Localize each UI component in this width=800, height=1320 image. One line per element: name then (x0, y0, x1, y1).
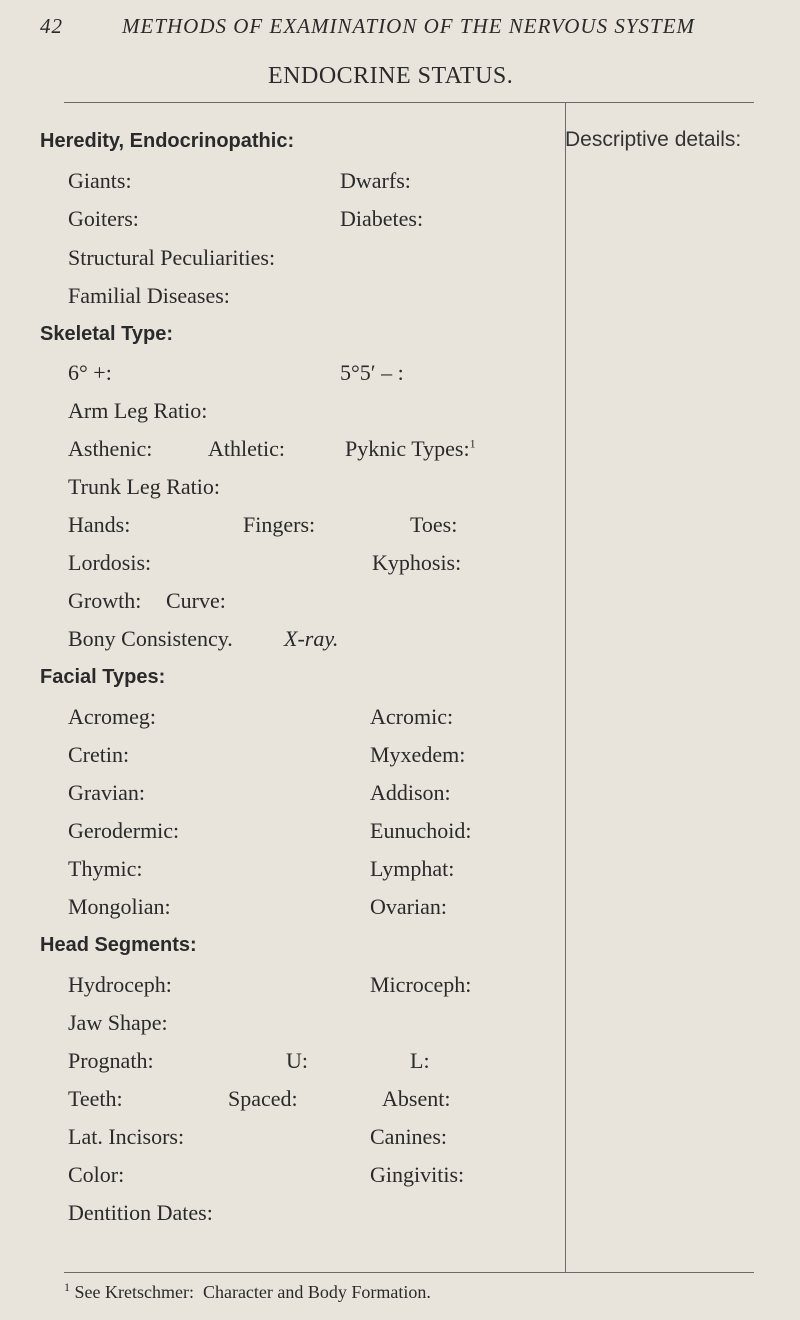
field-acromic: Acromic: (370, 704, 454, 729)
field-absent: Absent: (382, 1086, 451, 1111)
field-fingers: Fingers: (243, 512, 316, 537)
field-trunk-leg: Trunk Leg Ratio: (68, 474, 220, 499)
field-thymic: Thymic: (68, 856, 143, 881)
field-arm-leg: Arm Leg Ratio: (68, 398, 208, 423)
field-gerodermic: Gerodermic: (68, 818, 180, 843)
pyknic-label: Pyknic Types: (345, 436, 470, 461)
field-microceph: Microceph: (370, 972, 472, 997)
field-hydroceph: Hydroceph: (68, 972, 172, 997)
field-diabetes: Diabetes: (340, 206, 424, 231)
field-kyphosis: Kyphosis: (372, 550, 462, 575)
field-color: Color: (68, 1162, 125, 1187)
field-jaw: Jaw Shape: (68, 1010, 168, 1035)
field-toes: Toes: (410, 512, 458, 537)
field-five-minus: 5°5′ – : (340, 360, 404, 385)
field-curve: Curve: (166, 588, 226, 613)
field-growth: Growth: (68, 588, 142, 613)
field-mongolian: Mongolian: (68, 894, 171, 919)
field-bony: Bony Consistency. (68, 626, 233, 651)
field-teeth: Teeth: (68, 1086, 123, 1111)
field-spaced: Spaced: (228, 1086, 298, 1111)
field-l: L: (410, 1048, 430, 1073)
field-u: U: (286, 1048, 308, 1073)
field-xray: X-ray. (284, 626, 339, 651)
field-structural: Structural Peculiarities: (68, 245, 276, 270)
section-head: Head Segments: (40, 934, 197, 956)
section-heredity: Heredity, Endocrinopathic: (40, 130, 295, 152)
field-dwarfs: Dwarfs: (340, 168, 411, 193)
field-dentition: Dentition Dates: (68, 1200, 213, 1225)
field-lat-incisors: Lat. Incisors: (68, 1124, 185, 1149)
top-rule (64, 102, 754, 103)
footnote-marker: 1 (469, 436, 476, 451)
field-gravian: Gravian: (68, 780, 145, 805)
field-goiters: Goiters: (68, 206, 139, 231)
field-prognath: Prognath: (68, 1048, 154, 1073)
section-facial: Facial Types: (40, 666, 166, 688)
descriptive-details-label: Descriptive details: (565, 128, 742, 151)
field-lordosis: Lordosis: (68, 550, 152, 575)
field-lymphat: Lymphat: (370, 856, 455, 881)
footnote-text: See Kretschmer: Character and Body Formation. (74, 1282, 431, 1302)
field-acromeg: Acromeg: (68, 704, 156, 729)
field-addison: Addison: (370, 780, 451, 805)
field-familial: Familial Diseases: (68, 283, 230, 308)
field-athletic: Athletic: (208, 436, 285, 461)
section-skeletal: Skeletal Type: (40, 323, 174, 345)
field-hands: Hands: (68, 512, 131, 537)
field-eunuchoid: Eunuchoid: (370, 818, 472, 843)
footnote (64, 1280, 431, 1303)
column-divider (565, 102, 566, 1272)
field-ovarian: Ovarian: (370, 894, 447, 919)
field-six-plus: 6° +: (68, 360, 112, 385)
running-title: METHODS OF EXAMINATION OF THE NERVOUS SYSTEM (122, 14, 696, 38)
footnote-number: 1 (64, 1280, 70, 1294)
field-canines: Canines: (370, 1124, 447, 1149)
field-giants: Giants: (68, 168, 132, 193)
bottom-rule (64, 1272, 754, 1273)
field-gingivitis: Gingivitis: (370, 1162, 465, 1187)
field-myxedem: Myxedem: (370, 742, 466, 767)
field-asthenic: Asthenic: (68, 436, 153, 461)
page-number: 42 (40, 14, 63, 38)
field-pyknic (345, 436, 476, 462)
field-cretin: Cretin: (68, 742, 130, 767)
page-title: ENDOCRINE STATUS. (268, 63, 514, 89)
